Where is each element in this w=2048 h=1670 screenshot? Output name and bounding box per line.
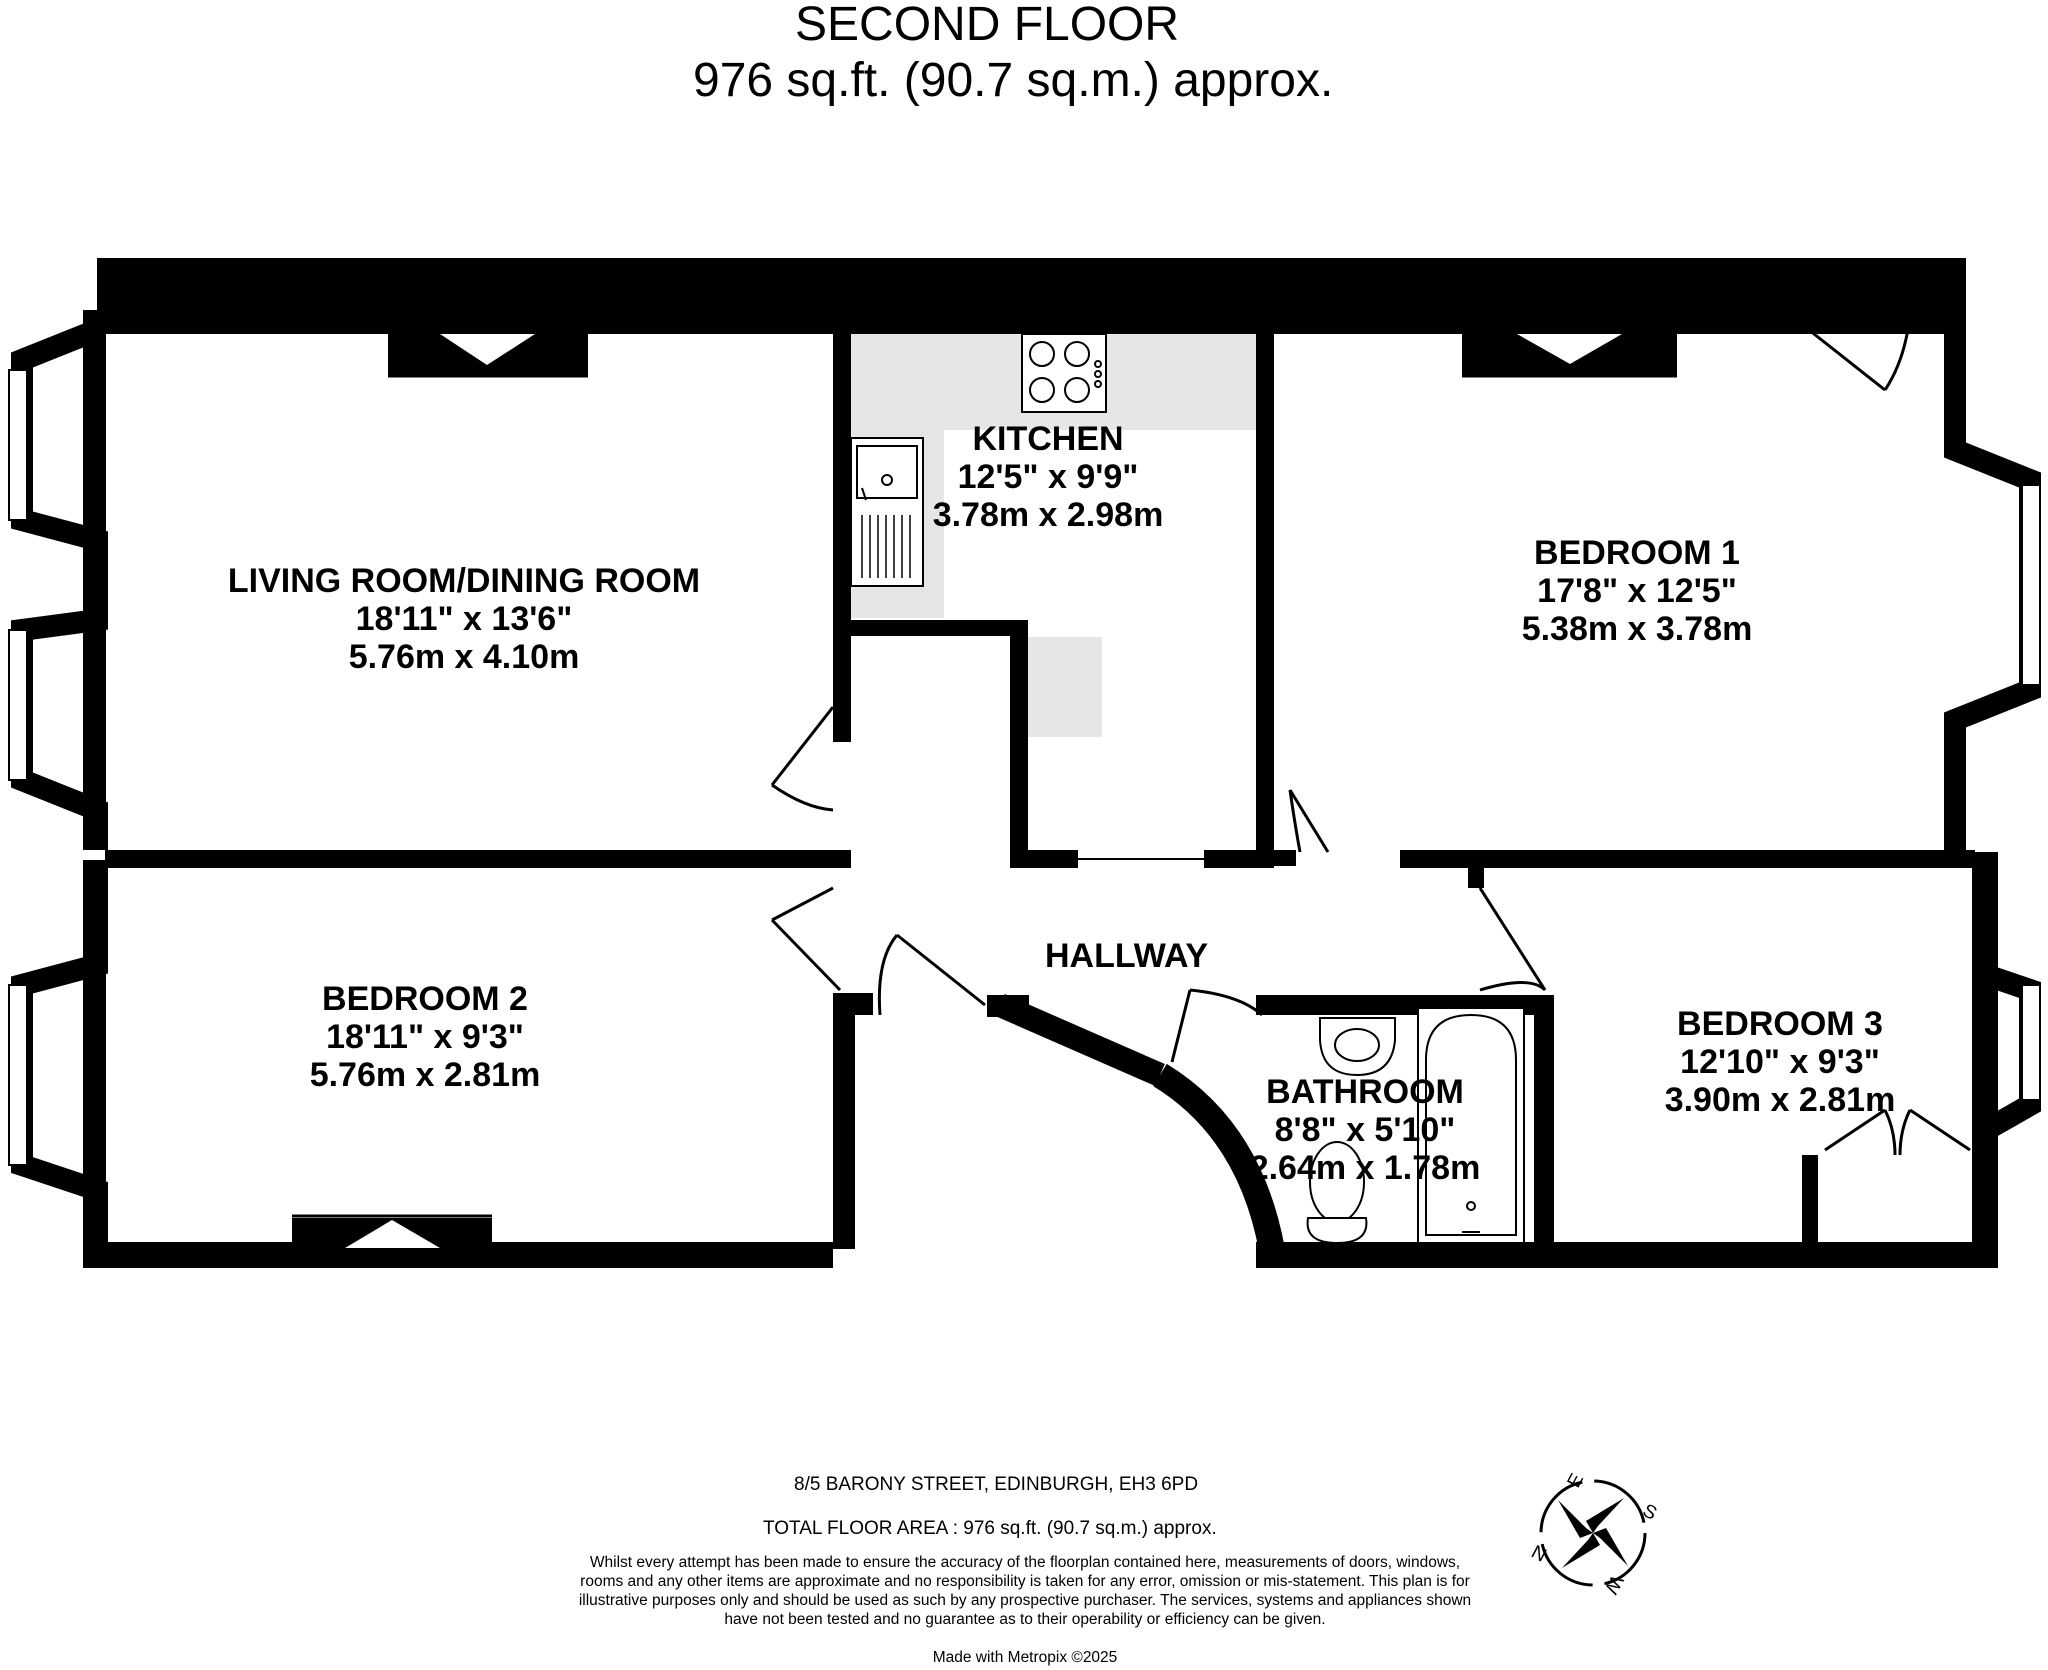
room-name: BEDROOM 3 [1677,1005,1883,1043]
room-imperial: 12'5" x 9'9" [957,458,1139,496]
compass-south: S [1639,1500,1661,1525]
bathroom-label [1240,1073,1490,1187]
room-metric: 3.90m x 2.81m [1664,1081,1896,1119]
hob-icon [1022,334,1106,412]
room-imperial: 18'11" x 13'6" [355,600,573,638]
room-metric: 5.38m x 3.78m [1521,610,1753,648]
compass-icon [1541,1481,1645,1585]
curved-wall [1000,1005,1272,1250]
floor-area-title: 976 sq.ft. (90.7 sq.m.) approx. [693,54,1334,107]
compass-north: N [1528,1539,1551,1565]
room-imperial: 17'8" x 12'5" [1537,572,1737,610]
room-name: KITCHEN [972,420,1124,458]
room-name: BEDROOM 2 [322,980,528,1018]
fireplace-living [388,334,588,376]
bedroom2-label [285,980,565,1094]
room-imperial: 18'11" x 9'3" [326,1018,524,1056]
compass-west: W [1599,1571,1627,1598]
address: 8/5 BARONY STREET, EDINBURGH, EH3 6PD [794,1474,1199,1495]
bedroom1-label [1502,534,1772,648]
room-imperial: 12'10" x 9'3" [1680,1043,1880,1081]
compass-east: E [1563,1470,1589,1492]
made-with: Made with Metropix ©2025 [932,1649,1118,1666]
room-name: BEDROOM 1 [1534,534,1740,572]
sink-icon [851,438,923,586]
room-name: BATHROOM [1266,1073,1464,1111]
room-imperial: 8'8" x 5'10" [1274,1111,1456,1149]
fireplace-bedroom2 [292,1216,492,1248]
bedroom3-label [1645,1005,1915,1119]
room-metric: 5.76m x 2.81m [309,1056,541,1094]
disclaimer: Whilst every attempt has been made to ensure the accuracy of the floorplan contained here, measurements of doors, windows, rooms and any other items are approximate and no responsibility is taken for any error, omission or mis-statement. This plan is for illustrative purposes only and should be used as such by any prospective purchaser. The services, systems and appliances shown have not been tested and no guarantee as to their operability or efficiency can be given. [578,1554,1472,1628]
floor-title: SECOND FLOOR [795,0,1180,51]
total-floor-area: TOTAL FLOOR AREA : 976 sq.ft. (90.7 sq.m.) approx. [763,1518,1217,1539]
room-metric: 5.76m x 4.10m [348,638,580,676]
kitchen-label [918,420,1178,534]
room-metric: 2.64m x 1.78m [1249,1149,1481,1187]
living-room-label [212,562,716,676]
room-metric: 3.78m x 2.98m [932,496,1164,534]
fireplace-bedroom1 [1462,334,1677,376]
room-name: LIVING ROOM/DINING ROOM [227,562,701,600]
basin-icon [1320,1018,1395,1075]
hallway-label: HALLWAY [1045,937,1209,975]
